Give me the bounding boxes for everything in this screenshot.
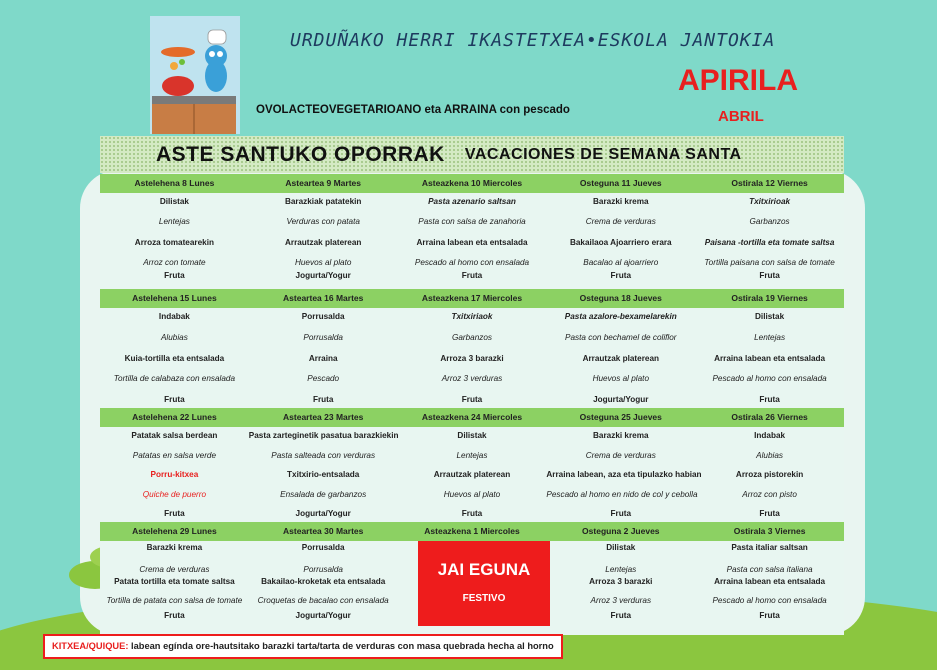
menu-line: Arrautzak platerean — [582, 354, 660, 363]
menu-line: Jogurta/Yogur — [593, 395, 649, 404]
footer-label: KITXEA/QUIQUE: — [52, 641, 129, 651]
menu-line: Arrautzak platerean — [433, 470, 511, 479]
week-body — [100, 193, 844, 289]
menu-line: Fruta — [759, 395, 780, 404]
menu-line: Patatas en salsa verde — [132, 451, 217, 460]
menu-line: Garbanzos — [749, 217, 790, 226]
day-header: Ostirala 3 Viernes — [733, 526, 806, 536]
menu-line: Arraina labean, aza eta tipulazko habian — [546, 470, 702, 479]
day-menu — [398, 308, 547, 408]
menu-line: Fruta — [164, 611, 185, 620]
menu-line: Tortilla paisana con salsa de tomate — [704, 258, 835, 267]
week-block — [100, 408, 844, 522]
menu-line: Alubias — [756, 451, 784, 460]
week-header — [100, 289, 844, 308]
menu-line: Bacalao al ajoarriero — [583, 258, 659, 267]
day-header: Asteartea 16 Martes — [283, 293, 364, 303]
menu-line: Fruta — [461, 271, 483, 280]
menu-line: Arroz con pisto — [742, 490, 797, 499]
holiday-title: JAI EGUNA — [437, 560, 531, 579]
menu-line: Bakailao-kroketak eta entsalada — [261, 577, 386, 586]
week-body — [100, 308, 844, 408]
day-header: Osteguna 2 Jueves — [582, 526, 660, 536]
holiday-banner — [100, 136, 844, 173]
menu-line: Pasta con bechamel de coliflor — [565, 333, 677, 342]
day-menu — [249, 308, 398, 408]
day-menu — [695, 427, 844, 522]
menu-line: Jogurta/Yogur — [295, 509, 351, 518]
menu-line: Porru-kitxea — [150, 470, 199, 479]
menu-line: Arroz 3 verduras — [441, 374, 503, 383]
menu-line: Tortilla de patata con salsa de tomate — [106, 596, 243, 605]
day-menu — [546, 193, 695, 289]
week-block — [100, 289, 844, 408]
menu-line: Kuia-tortilla eta entsalada — [124, 354, 225, 363]
day-header: Ostirala 26 Viernes — [731, 412, 808, 422]
menu-line: Fruta — [610, 509, 632, 518]
menu-line: Pasta con salsa italiana — [726, 565, 813, 574]
menu-line: Crema de verduras — [585, 451, 656, 460]
day-header: Asteazkena 10 Miercoles — [421, 178, 523, 188]
menu-line: Fruta — [461, 395, 483, 404]
day-menu — [100, 308, 249, 408]
menu-line: Porrusalda — [303, 333, 343, 342]
menu-line: Arroza tomatearekin — [134, 238, 214, 247]
menu-line: Fruta — [164, 271, 185, 280]
week-block — [100, 174, 844, 289]
month-title-spanish: ABRIL — [718, 108, 764, 125]
menu-line: Barazki krema — [593, 431, 649, 440]
week-header — [100, 408, 844, 427]
menu-line: Fruta — [312, 395, 334, 404]
day-header: Ostirala 12 Viernes — [731, 178, 808, 188]
day-menu — [100, 427, 249, 522]
menu-line: Arraina — [308, 354, 338, 363]
menu-line: Txitxirioak — [749, 197, 791, 206]
menu-line: Fruta — [164, 395, 185, 404]
menu-line: Jogurta/Yogur — [295, 271, 351, 280]
menu-line: Pasta italiar saltsan — [731, 543, 808, 552]
footer-note — [43, 634, 563, 659]
day-header: Ostirala 19 Viernes — [731, 293, 808, 303]
month-title-basque: APIRILA — [678, 64, 798, 97]
menu-line: Arraina labean eta entsalada — [714, 577, 826, 586]
menu-line: Jogurta/Yogur — [295, 611, 351, 620]
menu-line: Fruta — [759, 509, 780, 518]
day-menu — [100, 541, 249, 635]
chef-illustration — [150, 16, 240, 134]
day-menu — [546, 427, 702, 522]
holiday-box — [418, 541, 550, 626]
menu-line: Arroza 3 barazki — [440, 354, 504, 363]
day-header: Asteazkena 1 Miercoles — [424, 526, 520, 536]
menu-line: Indabak — [754, 431, 786, 440]
menu-line: Arraina labean eta entsalada — [416, 238, 528, 247]
menu-line: Arrautzak platerean — [284, 238, 362, 247]
week-body — [100, 427, 844, 522]
menu-line: Barazki krema — [146, 543, 203, 552]
menu-line: Pescado al homo en nido de col y cebolla — [546, 490, 698, 499]
menu-line: Lentejas — [456, 451, 488, 460]
menu-line: Pasta con salsa de zanahoria — [418, 217, 526, 226]
menu-line: Pasta salteada con verduras — [271, 451, 376, 460]
menu-line: Porrusalda — [301, 543, 345, 552]
day-menu — [695, 541, 844, 635]
menu-line: Dilistak — [755, 312, 785, 321]
menu-line: Dilistak — [457, 431, 487, 440]
menu-line: Patatak salsa berdean — [131, 431, 218, 440]
menu-line: Pasta zarteginetik pasatua barazkiekin — [248, 431, 399, 440]
school-title: URDUÑAKO HERRI IKASTETXEA•ESKOLA JANTOKIA — [290, 30, 776, 51]
week-header — [100, 174, 844, 193]
menu-line: Croquetas de bacalao con ensalada — [257, 596, 389, 605]
menu-line: Indabak — [158, 312, 190, 321]
day-header: Astelehena 8 Lunes — [134, 178, 215, 188]
day-menu — [695, 193, 844, 289]
menu-line: Arraina labean eta entsalada — [714, 354, 826, 363]
day-menu — [546, 308, 695, 408]
menu-line: Crema de verduras — [585, 217, 656, 226]
menu-line: Quiche de puerro — [142, 490, 207, 499]
menu-line: Garbanzos — [451, 333, 493, 342]
day-header: Asteartea 9 Martes — [285, 178, 361, 188]
menu-line: Bakailaoa Ajoarriero erara — [569, 238, 672, 247]
day-menu — [546, 541, 695, 635]
menu-line: Fruta — [610, 271, 632, 280]
day-header: Asteartea 30 Martes — [283, 526, 364, 536]
day-header: Astelehena 15 Lunes — [132, 293, 217, 303]
day-menu — [249, 193, 398, 289]
holiday-subtitle: FESTIVO — [462, 593, 506, 604]
menu-line: Porrusalda — [303, 565, 343, 574]
menu-line: Fruta — [164, 509, 185, 518]
menu-line: Barazkiak patatekin — [284, 197, 362, 206]
menu-line: Ensalada de garbanzos — [280, 490, 367, 499]
menu-line: Porrusalda — [301, 312, 345, 321]
day-menu — [398, 427, 547, 522]
day-menu — [695, 308, 844, 408]
menu-line: Lentejas — [158, 217, 190, 226]
menu-line: Verduras con patata — [286, 217, 360, 226]
day-header: Osteguna 25 Jueves — [579, 412, 662, 422]
menu-line: Pescado al homo con ensalada — [712, 374, 827, 383]
menu-line: Pasta azenario saltsan — [428, 197, 516, 206]
day-header: Asteazkena 24 Miercoles — [421, 412, 523, 422]
menu-line: Fruta — [759, 271, 780, 280]
menu-line: Pescado — [307, 374, 340, 383]
day-header: Osteguna 18 Jueves — [579, 293, 662, 303]
day-menu — [398, 193, 547, 289]
menu-line: Arroza pistorekin — [735, 470, 804, 479]
menu-line: Huevos al plato — [443, 490, 501, 499]
menu-line: Dilistak — [159, 197, 189, 206]
menu-line: Pescado al homo con ensalada — [414, 258, 530, 267]
day-header: Osteguna 11 Jueves — [579, 178, 662, 188]
menu-line: Arroz con tomate — [143, 258, 206, 267]
day-header: Astelehena 22 Lunes — [132, 412, 217, 422]
menu-line: Tortilla de calabaza con ensalada — [113, 374, 236, 383]
menu-line: Pescado al homo con ensalada — [712, 596, 827, 605]
menu-line: Fruta — [461, 509, 483, 518]
menu-line: Arroz 3 verduras — [590, 596, 652, 605]
menu-line: Pasta azalore-bexamelarekin — [564, 312, 677, 321]
day-header: Asteartea 23 Martes — [283, 412, 364, 422]
menu-line: Huevos al plato — [294, 258, 352, 267]
menu-line: Fruta — [759, 611, 780, 620]
menu-line: Arroza 3 barazki — [589, 577, 653, 586]
menu-line: Txitxirio-entsalada — [287, 470, 360, 479]
day-menu — [249, 427, 398, 522]
menu-line: Paisana -tortilla eta tomate saltsa — [704, 238, 835, 247]
menu-line: Lentejas — [605, 565, 637, 574]
diet-note: OVOLACTEOVEGETARIOANO eta ARRAINA con pescado — [256, 104, 570, 116]
day-menu — [249, 541, 398, 635]
menu-line: Barazki krema — [593, 197, 649, 206]
day-header: Asteazkena 17 Miercoles — [421, 293, 523, 303]
menu-line: Dilistak — [606, 543, 636, 552]
menu-line: Txitxiriaok — [451, 312, 493, 321]
menu-line: Huevos al plato — [592, 374, 649, 383]
menu-line: Crema de verduras — [139, 565, 210, 574]
menu-line: Alubias — [160, 333, 188, 342]
footer-text: labean egínda ore-hautsitako barazki tarta/tarta de verduras con masa quebrada hecha al horno — [128, 641, 554, 651]
banner-title-basque: ASTE SANTUKO OPORRAK — [156, 142, 445, 166]
menu-line: Patata tortilla eta tomate saltsa — [114, 577, 235, 586]
day-menu — [100, 193, 249, 289]
day-header: Astelehena 29 Lunes — [132, 526, 217, 536]
menu-line: Fruta — [610, 611, 632, 620]
banner-title-spanish: VACACIONES DE SEMANA SANTA — [464, 145, 742, 163]
menu-line: Lentejas — [754, 333, 786, 342]
week-header — [100, 522, 844, 541]
